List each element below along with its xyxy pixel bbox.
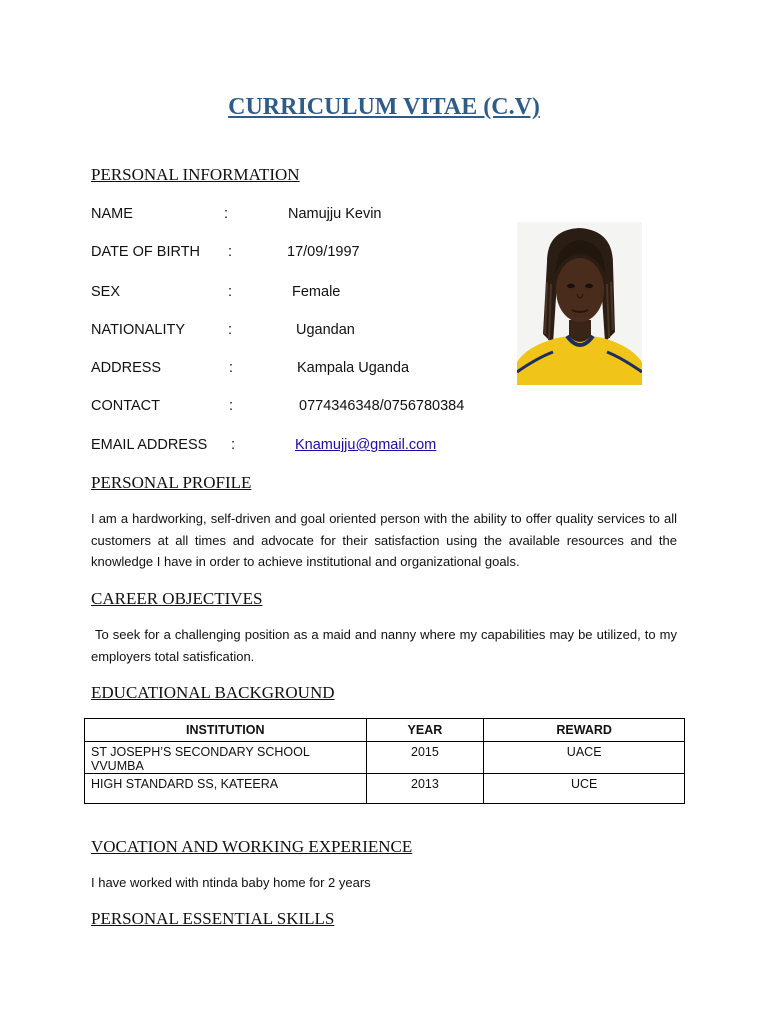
column-header-reward: REWARD xyxy=(484,719,685,742)
email-link[interactable]: Knamujju@gmail.com xyxy=(295,437,437,453)
personal-profile-text: I am a hardworking, self-driven and goal oriented person with the ability to offer quality services to all customers at all times and advocate for their satisfaction using the available resources and the knowledge I have in order to achieve institutional and organizational goals. xyxy=(91,511,677,569)
year-cell: 2015 xyxy=(366,742,484,774)
career-objectives-text: To seek for a challenging position as a maid and nanny where my capabilities may be utilized, to my employers total satisfication. xyxy=(91,627,677,664)
table-row xyxy=(85,742,685,774)
reward-cell: UACE xyxy=(484,742,685,774)
personal-profile-heading: PERSONAL PROFILE xyxy=(91,473,252,492)
profile-photo xyxy=(517,222,642,385)
info-value: Female xyxy=(292,284,341,300)
table-row xyxy=(85,774,685,804)
info-separator: : xyxy=(231,437,236,453)
cv-title: CURRICULUM VITAE (C.V) xyxy=(228,94,540,120)
personal-information-heading: PERSONAL INFORMATION xyxy=(91,165,300,184)
column-header-institution: INSTITUTION xyxy=(85,719,367,742)
info-value: Namujju Kevin xyxy=(288,206,382,222)
educational-background-heading: EDUCATIONAL BACKGROUND xyxy=(91,683,335,702)
info-label: NAME xyxy=(91,206,133,222)
info-label: ADDRESS xyxy=(91,360,162,376)
reward-cell: UCE xyxy=(484,774,685,804)
education-table xyxy=(84,718,685,804)
info-value: 17/09/1997 xyxy=(287,244,360,260)
info-separator: : xyxy=(228,322,233,338)
info-label: EMAIL ADDRESS xyxy=(91,437,208,453)
info-label: SEX xyxy=(91,284,121,300)
info-label: DATE OF BIRTH xyxy=(91,244,201,260)
info-separator: : xyxy=(229,360,234,376)
institution-cell: HIGH STANDARD SS, KATEERA xyxy=(85,774,367,804)
personal-essential-skills-heading: PERSONAL ESSENTIAL SKILLS xyxy=(91,909,335,928)
info-separator: : xyxy=(228,284,233,300)
column-header-year: YEAR xyxy=(366,719,484,742)
info-value: Ugandan xyxy=(296,322,355,338)
table-header-row xyxy=(85,719,685,742)
working-experience-text: I have worked with ntinda baby home for 2 years xyxy=(91,875,371,890)
year-cell: 2013 xyxy=(366,774,484,804)
info-separator: : xyxy=(229,398,234,414)
info-separator: : xyxy=(224,206,229,222)
info-label: CONTACT xyxy=(91,398,161,414)
institution-cell: ST JOSEPH’S SECONDARY SCHOOL VVUMBA xyxy=(85,742,367,774)
info-value: Kampala Uganda xyxy=(297,360,410,376)
working-experience-heading: VOCATION AND WORKING EXPERIENCE xyxy=(91,837,413,856)
info-separator: : xyxy=(228,244,233,260)
info-value: 0774346348/0756780384 xyxy=(299,398,465,414)
info-label: NATIONALITY xyxy=(91,322,185,338)
career-objectives-heading: CAREER OBJECTIVES xyxy=(91,589,263,608)
